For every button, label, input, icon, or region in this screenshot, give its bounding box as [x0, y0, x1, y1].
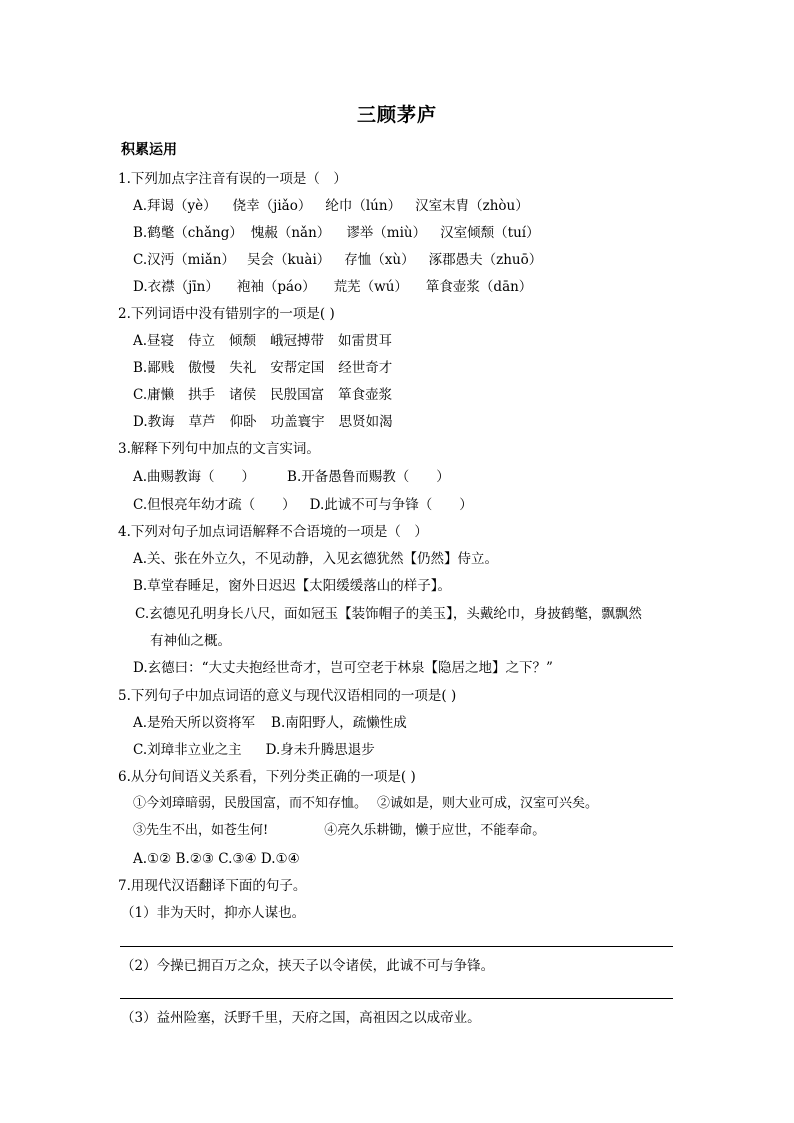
question-5-row-2: C.刘璋非立业之主 D.身未升腾思退步 [133, 742, 375, 758]
question-1-option-c: C.汉沔（miǎn） 吴会（kuài） 存恤（xù） 涿郡愚夫（zhuō） [133, 252, 543, 268]
question-1-stem: 1.下列加点字注音有误的一项是（ ） [118, 171, 347, 187]
question-4-stem: 4.下列对句子加点词语解释不合语境的一项是（ ） [118, 524, 428, 540]
question-4-option-c: C.玄德见孔明身长八尺，面如冠玉【装饰帽子的美玉】，头戴纶巾，身披鹤氅，飘飘然 [135, 606, 642, 622]
question-6-stem: 6.从分句间语义关系看，下列分类正确的一项是( ) [118, 769, 416, 785]
question-6-choices: A.①② B.②③ C.③④ D.①④ [133, 851, 300, 867]
question-5-stem: 5.下列句子中加点词语的意义与现代汉语相同的一项是( ) [118, 688, 457, 704]
question-7-stem: 7.用现代汉语翻译下面的句子。 [118, 878, 307, 894]
question-7-sentence-2: （2）今操已拥百万之众，挟天子以令诸侯，此诚不可与争锋。 [121, 958, 495, 974]
question-7-sentence-3: （3）益州险塞，沃野千里，天府之国，高祖因之以成帝业。 [121, 1010, 481, 1026]
question-2-option-c: C.庸懒 拱手 诸侯 民殷国富 箪食壶浆 [133, 387, 393, 403]
question-2-option-a: A.昼寝 侍立 倾颓 峨冠搏带 如雷贯耳 [133, 333, 393, 349]
question-6-row-2: ③先生不出，如苍生何! ④亮久乐耕锄，懒于应世，不能奉命。 [133, 823, 546, 838]
question-2-option-b: B.鄙贱 傲慢 失礼 安帮定国 经世奇才 [133, 360, 393, 376]
question-1-option-d: D.衣襟（jīn） 袍袖（páo） 荒芜（wú） 箪食壶浆（dān） [133, 279, 533, 295]
section-heading: 积累运用 [121, 142, 177, 158]
answer-line-1 [120, 946, 673, 947]
question-1-option-b: B.鹤氅（chǎng） 愧赧（nǎn） 谬举（miù） 汉室倾颓（tuí） [133, 225, 540, 241]
question-3-stem: 3.解释下列句中加点的文言实词。 [118, 441, 320, 457]
question-2-option-d: D.教诲 草芦 仰卧 功盖寰宇 思贤如渴 [133, 414, 393, 430]
question-3-row-1: A.曲赐教诲（ ） B.开备愚鲁而赐教（ ） [133, 469, 450, 485]
page-title: 三顾茅庐 [356, 104, 437, 126]
question-4-option-c-continued: 有神仙之概。 [150, 633, 231, 649]
question-4-option-a: A.关、张在外立久，不见动静，入见玄德犹然【仍然】侍立。 [133, 551, 499, 567]
answer-line-2 [120, 998, 673, 999]
question-4-option-d: D.玄德曰：“大丈夫抱经世奇才，岂可空老于林泉【隐居之地】之下？” [133, 660, 553, 676]
question-2-stem: 2.下列词语中没有错别字的一项是( ) [118, 306, 335, 322]
question-4-option-b: B.草堂春睡足，窗外日迟迟【太阳缓缓落山的样子】。 [133, 578, 451, 594]
question-3-row-2: C.但恨亮年幼才疏（ ） D.此诚不可与争锋（ ） [133, 497, 473, 513]
question-6-row-1: ①今刘璋暗弱，民殷国富，而不知存恤。 ②诚如是，则大业可成，汉室可兴矣。 [133, 796, 599, 811]
question-1-option-a: A.拜谒（yè） 侥幸（jiǎo） 纶巾（lún） 汉室末胄（zhòu） [133, 198, 529, 214]
question-5-row-1: A.是殆天所以资将军 B.南阳野人，疏懒性成 [133, 715, 407, 731]
question-7-sentence-1: （1）非为天时，抑亦人谋也。 [121, 905, 306, 921]
